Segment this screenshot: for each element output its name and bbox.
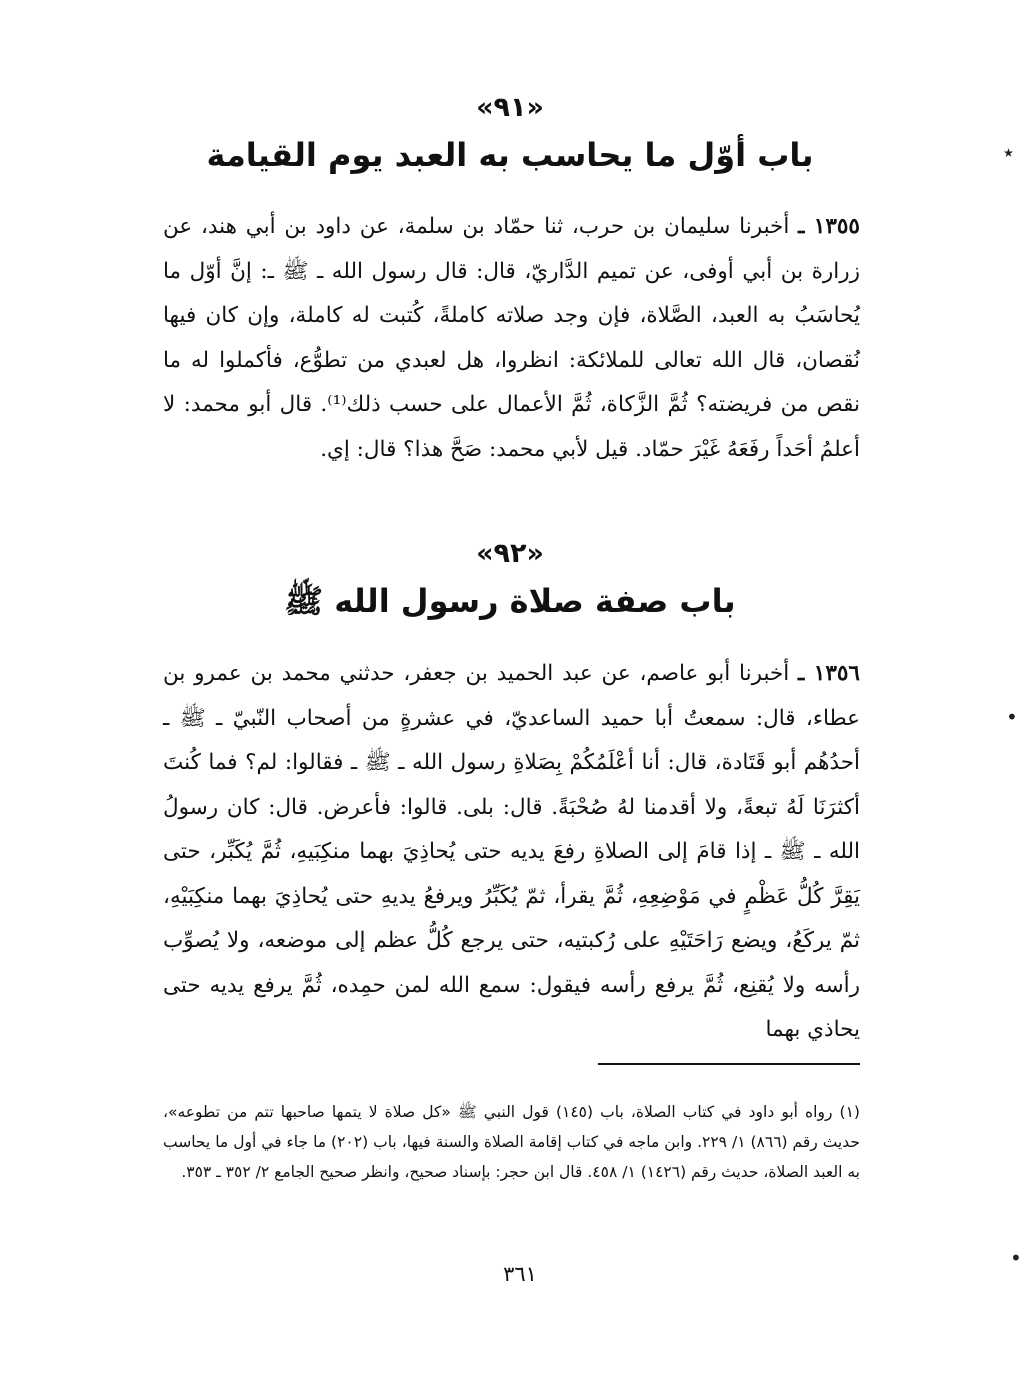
chapter-title: باب صفة صلاة رسول الله ﷺ — [284, 582, 736, 620]
hadith-number: ١٣٥٥ ـ — [798, 214, 860, 239]
hadith-text: أخبرنا سليمان بن حرب، ثنا حمّاد بن سلمة، عن داود بن أبي هند، عن زرارة بن أبي أوفى، عن تميم الدَّاريّ، قال: قال رسول الله ـ ﷺ ـ: إنَّ أوّل ما يُحاسَبُ به العبد، الصَّلاة، فإن وجد صلاته كاملةً، كُتبت له كاملة، وإن كان فيها نُقصان، قال الله تعالى للملائكة: انظروا، هل لعبدي من تطوُّع، فأكملوا له ما نقص من فريضته؟ ثُمَّ الزَّكاة، ثُمَّ الأعمال على حسب ذلك⁽¹⁾. قال أبو محمد: لا أعلمُ أحَداً رفَعَهُ غَيْرَ حمّاد. قيل لأبي محمد: صَحَّ هذا؟ قال: إي. — [163, 214, 860, 462]
chapter-number: «٩١» — [476, 92, 544, 123]
footnote: (١) رواه أبو داود في كتاب الصلاة، باب (١٤٥) قول النبي ﷺ «كل صلاة لا يتمها صاحبها تتم من تطوعه»، حديث رقم (٨٦٦) ١/ ٢٢٩. وابن ماجه في كتاب إقامة الصلاة والسنة فيها، باب (٢٠٢) ما جاء في أول ما يحاسب به العبد الصلاة، حديث رقم (١٤٢٦) ١/ ٤٥٨. قال ابن حجر: بإسناد صحيح، وانظر صحيح الجامع ٢/ ٣٥٢ ـ ٣٥٣. — [163, 1103, 860, 1181]
scan-mark: • — [1006, 705, 1018, 729]
hadith-paragraph — [163, 652, 860, 1053]
scan-mark: ٭ — [1003, 140, 1014, 164]
hadith-number: ١٣٥٦ ـ — [798, 661, 860, 686]
chapter-number: «٩٢» — [476, 538, 544, 569]
chapter-title: باب أوّل ما يحاسب به العبد يوم القيامة — [206, 136, 814, 174]
scan-mark: • — [1010, 1246, 1022, 1270]
page-number: ٣٦١ — [503, 1262, 537, 1286]
footnote-divider — [598, 1063, 860, 1065]
hadith-text: أخبرنا أبو عاصم، عن عبد الحميد بن جعفر، حدثني محمد بن عمرو بن عطاء، قال: سمعتُ أبا حميد الساعديّ، في عشرةٍ من أصحاب النّبيّ ـ ﷺ ـ أحدُهُم أبو قَتَادة، قال: أنا أعْلَمُكُمْ بِصَلاةِ رسول الله ـ ﷺ ـ فقالوا: لم؟ فما كُنتَ أكثرَنَا لَهُ تبعةً، ولا أقدمنا لهُ صُحْبَةً. قال: بلى. قالوا: فأعرض. قال: كان رسولُ الله ـ ﷺ ـ إذا قامَ إلى الصلاةِ رفعَ يديه حتى يُحاذِيَ بهما منكِبَيهِ، ثُمَّ يُكَبِّر، حتى يَقِرَّ كُلُّ عَظْمٍ في مَوْضِعِهِ، ثُمَّ يقرأ، ثمّ يُكَبِّرُ ويرفعُ يديهِ حتى يُحاذِيَ بهما منكِبَيْهِ، ثمّ يركَعُ، ويضع رَاحَتَيْهِ على رُكبتيه، حتى يرجع كُلُّ عظم إلى موضعه، ولا يُصوِّب رأسه ولا يُقنِع، ثُمَّ يرفع رأسه فيقول: سمع الله لمن حمِده، ثُمَّ يرفع يديه حتى يحاذي بهما — [163, 661, 860, 1042]
hadith-paragraph — [163, 205, 860, 472]
